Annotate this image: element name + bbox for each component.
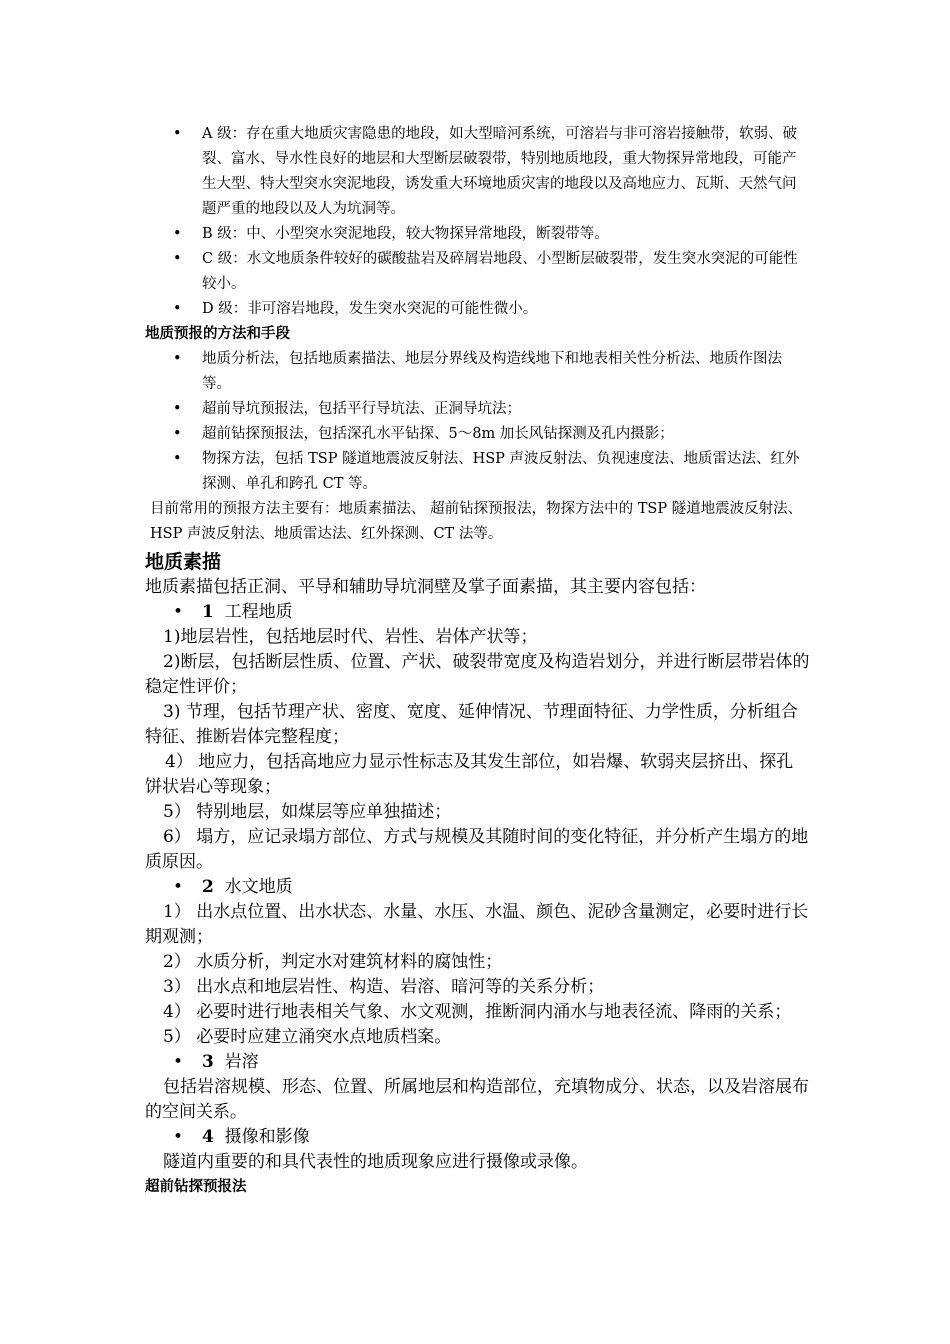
list-item: 3） 出水点和地层岩性、构造、岩溶、暗河等的关系分析； <box>163 977 605 997</box>
bullet-icon: • <box>173 301 182 317</box>
list-item: 隧道内重要的和具代表性的地质现象应进行摄像或录像。 <box>163 1152 588 1172</box>
sketch-section-2 <box>145 875 810 1050</box>
section-heading-sketch: 地质素描 <box>145 551 222 573</box>
list-item: 3) 节理，包括节理产状、密度、宽度、延伸情况、节理面特征、力学性质，分析组合特征、推断岩体完整程度； <box>145 702 798 747</box>
subsection-heading: • 4 摄像和影像 <box>145 1125 810 1150</box>
list-item: • 地质分析法，包括地质素描法、地层分界线及构造线地下和地表相关性分析法、地质作图法等。 <box>145 347 810 397</box>
list-item: • D 级：非可溶岩地段，发生突水突泥的可能性微小。 <box>145 297 810 322</box>
list-item: • A 级：存在重大地质灾害隐患的地段，如大型暗河系统，可溶岩与非可溶岩接触带，软弱、破裂、富水、导水性良好的地层和大型断层破裂带，特别地质地段，重大物探异常地段，可能产生大型、特大型突水突泥地段，诱发重大环境地质灾害的地段以及高地应力、瓦斯、天然气问题严重的地段以及人为坑洞等。 <box>145 122 810 222</box>
list-item: 包括岩溶规模、形态、位置、所属地层和构造部位，充填物成分、状态，以及岩溶展布的空间关系。 <box>145 1077 809 1122</box>
bullet-icon: • <box>173 602 184 622</box>
bullet-icon: • <box>173 1052 184 1072</box>
methods-heading: 地质预报的方法和手段 <box>145 326 290 342</box>
methods-list <box>145 347 810 497</box>
list-item: 6） 塌方，应记录塌方部位、方式与规模及其随时间的变化特征，并分析产生塌方的地质原因。 <box>145 827 809 872</box>
sketch-section-1 <box>145 600 810 875</box>
bullet-icon: • <box>173 251 182 267</box>
list-item: • B 级：中、小型突水突泥地段，较大物探异常地段，断裂带等。 <box>145 222 810 247</box>
section-heading-drill: 超前钻探预报法 <box>145 1179 247 1195</box>
list-item: • 超前钻探预报法，包括深孔水平钻探、5～8m 加长风钻探测及孔内摄影； <box>145 422 810 447</box>
list-item: 5） 必要时应建立涌突水点地质档案。 <box>163 1027 452 1047</box>
list-item: 2） 水质分析，判定水对建筑材料的腐蚀性； <box>163 952 503 972</box>
subsection-heading: • 3 岩溶 <box>145 1050 810 1075</box>
bullet-icon: • <box>173 451 182 467</box>
subsection-heading: • 2 水文地质 <box>145 875 810 900</box>
list-item: • C 级：水文地质条件较好的碳酸盐岩及碎屑岩地段、小型断层破裂带，发生突水突泥的可能性较小。 <box>145 247 810 297</box>
list-item: 5） 特别地层，如煤层等应单独描述； <box>163 802 452 822</box>
list-item: 2)断层，包括断层性质、位置、产状、破裂带宽度及构造岩划分，并进行断层带岩体的稳定性评价； <box>145 652 810 697</box>
list-item: • 物探方法，包括 TSP 隧道地震波反射法、HSP 声波反射法、负视速度法、地质雷达法、红外探测、单孔和跨孔 CT 等。 <box>145 447 810 497</box>
bullet-icon: • <box>173 401 182 417</box>
bullet-icon: • <box>173 877 184 897</box>
bullet-icon: • <box>173 126 182 142</box>
subsection-heading: • 1 工程地质 <box>145 600 810 625</box>
common-methods-paragraph: 目前常用的预报方法主要有：地质素描法、 超前钻探预报法，物探方法中的 TSP 隧道地震波反射法、HSP 声波反射法、地质雷达法、红外探测、CT 法等。 <box>150 501 803 542</box>
list-item: 4） 地应力，包括高地应力显示性标志及其发生部位，如岩爆、软弱夹层挤出、探孔饼状岩心等现象； <box>145 752 794 797</box>
risk-level-list <box>145 122 810 322</box>
list-item: 4） 必要时进行地表相关气象、水文观测，推断洞内涌水与地表径流、降雨的关系； <box>163 1002 792 1022</box>
bullet-icon: • <box>173 426 182 442</box>
list-item: • 超前导坑预报法，包括平行导坑法、正洞导坑法； <box>145 397 810 422</box>
sketch-section-4 <box>145 1125 810 1175</box>
document-body <box>145 122 810 1200</box>
bullet-icon: • <box>173 226 182 242</box>
sketch-intro: 地质素描包括正洞、平导和辅助导坑洞壁及掌子面素描，其主要内容包括： <box>145 577 706 597</box>
sketch-section-3 <box>145 1050 810 1125</box>
list-item: 1)地层岩性，包括地层时代、岩性、岩体产状等； <box>163 627 538 647</box>
bullet-icon: • <box>173 351 182 367</box>
list-item: 1） 出水点位置、出水状态、水量、水压、水温、颜色、泥砂含量测定，必要时进行长期观测； <box>145 902 809 947</box>
bullet-icon: • <box>173 1127 184 1147</box>
